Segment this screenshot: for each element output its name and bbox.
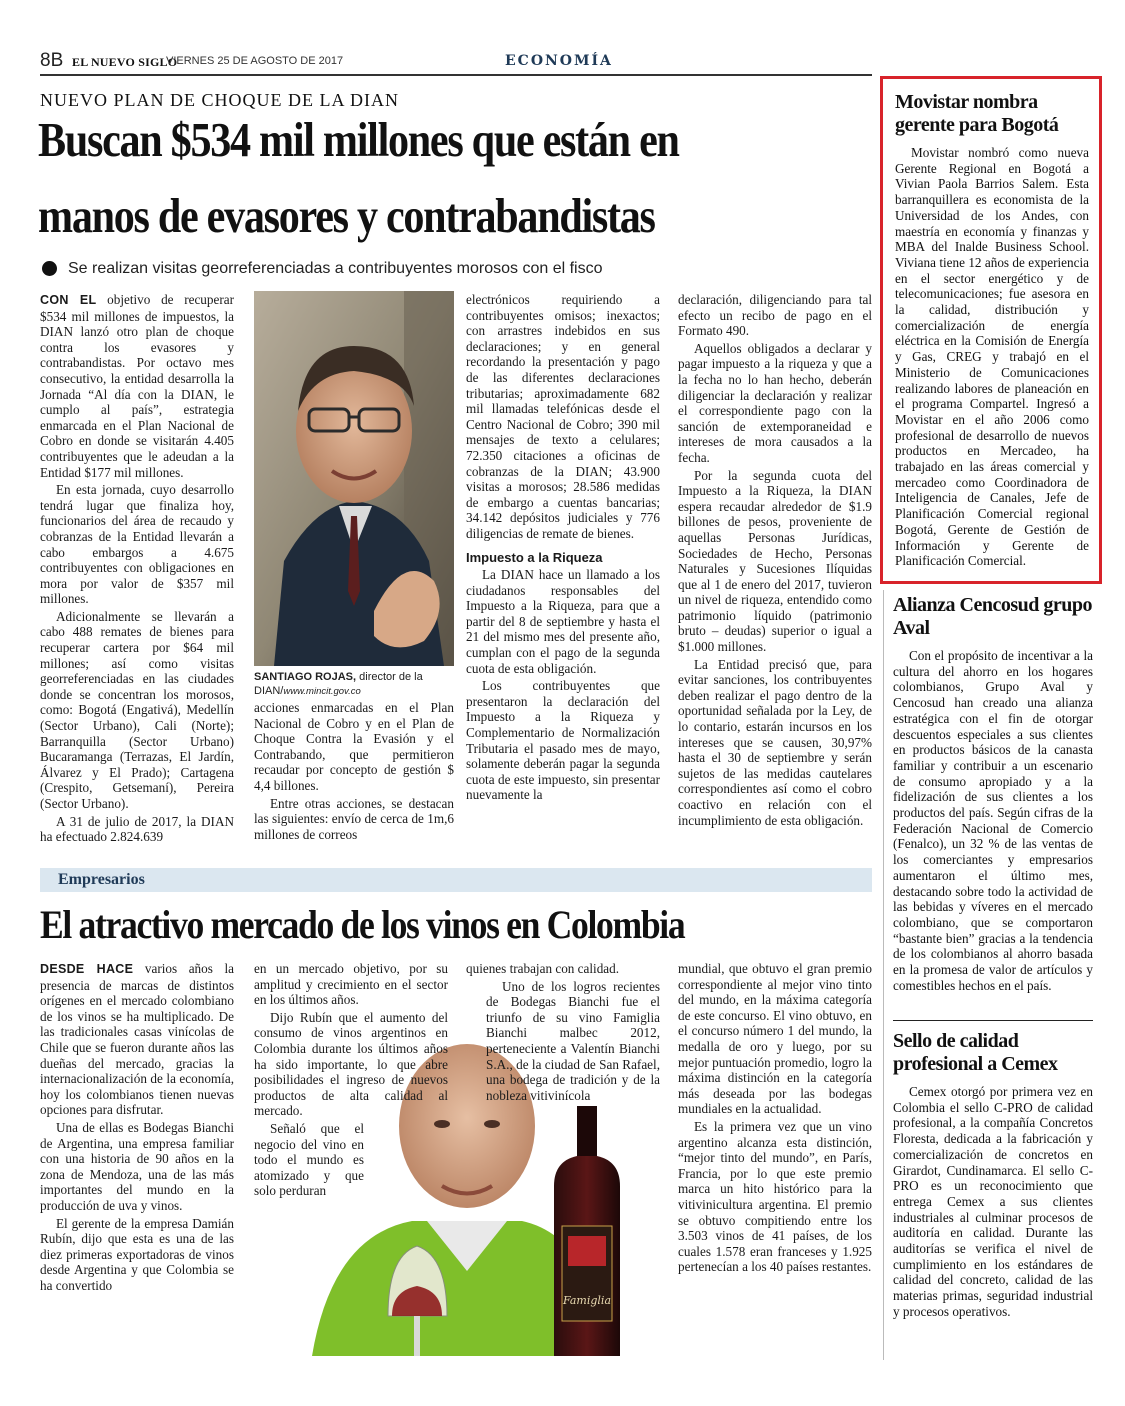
riqueza-subhead: Impuesto a la Riqueza (466, 549, 603, 565)
photo-caption (254, 670, 454, 699)
movistar-box (880, 76, 1102, 584)
wine-col3-p2: Uno de los logros recientes de Bodegas Bianchi fue el triunfo de su vino Famiglia Bianchi malbec 2012, perteneciente a Valentín Bianchi S.A., de la ciudad de San Rafael, una bodega de tradición y de la nobleza vitivinícola (486, 978, 660, 1103)
bullet-icon (42, 261, 57, 276)
main-col2-p1: acciones enmarcadas en el Plan Nacional de Cobro y en el Plan de Choque Contra la Evasión y el Contrabando, que permitieron recaudar por concepto de gestión $ 4,4 billones. (254, 700, 454, 793)
cemex-text (893, 1084, 1093, 1320)
main-column-4 (678, 292, 872, 852)
header-rule (40, 74, 872, 76)
page-header (40, 50, 860, 74)
main-col3-p1: electrónicos requiriendo a contribuyentes omisos; inexactos; con arrastres indebidos en sus declaraciones; y en general recordando la presentación y pago de las diferentes declaraciones tributarias; aproximadamente 682 mil llamadas telefónicas desde el Centro Nacional de Cobro; 390 mil mensajes de texto a celulares; 72.350 citaciones a oficinas de cobranzas de la DIAN; 43.900 visitas a morosos; 28.586 medidas de embargo a cuentas bancarias; 34.142 depósitos judiciales y 776 diligencias de remate de bienes. (466, 292, 660, 541)
page-number: 8B (40, 50, 64, 71)
main-col3-p2: La DIAN hace un llamado a los ciudadanos responsables del Impuesto a la Riqueza, para que a partir del 8 de septiembre y hasta el 21 del mismo mes del presente año, cumplan con el pago de la segunda cuota de esta obligación. (466, 567, 660, 676)
movistar-title: Movistar nombra gerente para Bogotá (895, 91, 1059, 136)
wine-column-2 (254, 961, 448, 1251)
caption-title: director de la (359, 671, 423, 683)
deck-text: Se realizan visitas georreferenciadas a contribuyentes morosos con el fisco (68, 260, 603, 277)
main-col3-p3: Los contribuyentes que presentaron la declaración del Impuesto a la Riqueza y Complementario de Normalización Tributaria el pasado mes de mayo, solamente deberán pagar la segunda cuota de este impuesto, sin presentar nuevamente la (466, 678, 660, 803)
main-col4-p3: Por la segunda cuota del Impuesto a la Riqueza, la DIAN espera recaudar alrededor de $1.9 billones de pesos, proveniente de aquellas Personas Jurídicas, Sociedades de Hecho, Personas Naturales y Sucesiones Ilíquidas que al 1 de enero del 2017, tuvieron un nivel de riqueza, entendido como patrimonio líquido (patrimonio bruto – deudas) superior o igual a $1.000 millones. (678, 467, 872, 655)
caption-name: SANTIAGO ROJAS, (254, 671, 357, 683)
main-col4-p2: Aquellos obligados a declarar y pagar impuesto a la riqueza y que a la fecha no lo han hecho, deberán diligenciar la declaración y realizar el correspondiente pago con la sanción de extemporaneidad e intereses de mora causados a la fecha. (678, 340, 872, 465)
main-col4-p1: declaración, diligenciando para tal efecto un recibo de pago en el Formato 490. (678, 292, 872, 339)
section-name: ECONOMÍA (505, 53, 613, 69)
cemex-title: Sello de calidad profesional a Cemex (893, 1030, 1058, 1075)
main-col1-p3: Adicionalmente se llevarán a cabo 488 remates de bienes para recuperar cartera por $64 mil millones; así como visitas georreferenciadas en las ciudades donde se concentran los morosos, como: Bogotá (Engativá), Medellín (Sector Urbano), Cali (Norte); Barranquilla (Sector Urbano) Bucaramanga (Terrazas, El Jardín, Álvarez y El Prado); Cartagena (Crespito, Getsemaní), Pereira (Sector Urbano). (40, 608, 234, 811)
cemex-paragraph: Cemex otorgó por primera vez en Colombia el sello C-PRO de calidad profesional, a la compañía Concretos Floresta, dedicada a la fabricación y comercialización de concretos en Girardot, Cundinamarca. El sello C-PRO es un reconocimiento que entrega Cemex a sus clientes industriales al culminar procesos de auditoría en calidad. Durante las auditorías se verifica el nivel de cumplimiento en los estándares de calidad del concreto, calidad de las materias primas, seguridad industrial y procesos operativos. (893, 1084, 1093, 1319)
main-col1-p2: En esta jornada, cuyo desarrollo tendrá lugar que finaliza hoy, funcionarios del área de recaudo y cobranzas de la Entidad llevarán a cabo embargos a 4.675 contribuyentes con obligaciones en mora por valor de $357 mil millones. (40, 482, 234, 607)
main-column-1 (40, 292, 234, 852)
wine-column-4 (678, 961, 872, 1356)
section-label: Empresarios (58, 871, 145, 888)
wine-dropcap: DESDE HACE (40, 962, 134, 976)
wine-col1-p3: El gerente de la empresa Damián Rubín, dijo que esta es una de las diez primeras exportadoras de vinos desde Argentina y que Colombia se ha convertido (40, 1215, 234, 1293)
alianza-article (893, 594, 1093, 1019)
wine-col1-p1: varios años la presencia de marcas de distintos orígenes en el mercado colombiano de los vinos se ha multiplicado. De las tradicionales casas vinícolas de Chile que se fueron durante años las dueñas del mercado, gracias la internacionalización de la economía, hoy los colombianos tienen nuevas opciones para disfrutar. (40, 961, 234, 1118)
main-deck (42, 260, 862, 280)
main-column-3 (466, 292, 660, 852)
main-col1-p4: A 31 de julio de 2017, la DIAN ha efectuado 2.824.639 (40, 813, 234, 845)
wine-col2-p2: Dijo Rubín que el aumento del consumo de vinos argentinos en Colombia durante los últimos años ha sido importante, lo que abre posibilidades el ingreso de nuevos productos de alta calidad al mercado. (254, 1009, 448, 1119)
movistar-paragraph: Movistar nombró como nueva Gerente Regional en Bogotá a Vivian Paola Barrios Salem. Esta barranquillera es economista de la Universidad de los Andes, con maestría en economía y finanzas y MBA del Inalde Business School. Viviana tiene 12 años de experiencia en el sector energético y de telecomunicaciones; fue asesora en la calidad, distribución y comercialización de energía eléctrica en la Comisión de Energía y Gas, CREG y trabajó en el Ministerio de Comunicaciones realizando labores de planeación en el programa Compartel. Ingresó a Movistar en el año 2006 como profesional de desarrollo de nuevos productos en Mercadeo, ha trabajado en las áreas comercial y mercadeo como Coordinadora de Inteligencia de Canales, Jefe de Planificación Comercial regional Bogotá, Gerente de Gestión de Información y Gerente de Planificación Comercial. (895, 145, 1089, 569)
alianza-title: Alianza Cencosud grupo Aval (893, 594, 1093, 639)
cemex-article (893, 1030, 1093, 1360)
sidebar-vertical-rule (883, 590, 884, 1360)
alianza-text (893, 648, 1093, 993)
wine-headline: El atractivo mercado de los vinos en Colombia (40, 902, 685, 947)
wine-col4-p2: Es la primera vez que un vino argentino alcanza esta distinción, “mejor tinto del mundo”, en París, Francia, por lo que este premio marca un hito histórico para la vitivinicultura argentina. El premio se obtuvo compitiendo entre los 3.503 vinos de 41 países, de los cuales 1.578 eran franceses y 1.925 pertenecían a los 40 países restantes. (678, 1118, 872, 1275)
caption-rest: DIAN/ (254, 685, 284, 697)
main-headline-line1: Buscan $534 mil millones que están en (38, 112, 679, 167)
main-dropcap: CON EL (40, 293, 97, 307)
wine-col2-p3: Señaló que el negocio del vino en todo el mundo es atomizado y que solo perduran (254, 1120, 364, 1199)
issue-date: VIERNES 25 DE AGOSTO DE 2017 (166, 55, 344, 67)
wine-col4-p1: mundial, que obtuvo el gran premio correspondiente al mejor vino tinto del mundo, en la máxima categoría de este concurso. El vino obtuvo, en el concurso número 1 del mundo, la medalla de oro y luego, por su mejor puntuación promedio, logro la máxima distinción en la categoría más deseada por las bodegas mundiales en la actualidad. (678, 961, 872, 1117)
wine-col1-p2: Una de ellas es Bodegas Bianchi de Argentina, una empresa familiar con una historia de 90 años en la zona de Mendoza, una de las más importantes del mundo en la producción de uva y vinos. (40, 1119, 234, 1213)
main-headline-line2: manos de evasores y contrabandistas (38, 188, 655, 243)
alianza-paragraph: Con el propósito de incentivar a la cultura del ahorro en los hogares colombianos, Grupo Aval y Cencosud han creado una alianza estratégica con el fin de otorgar descuentos especiales a sus clientes en productos básicos de la canasta familiar y contribuir a un escenario de consumo apropiado y a la fidelización de sus clientes a los productos del país. Según cifras de la Federación Nacional de Comercio (Fenalco), un 32 % de las ventas de los comerciantes y empresarios aumentaron el último mes, destacando sobre todo la actividad de las bebidas y víveres en el mercado colombiano, que se comportaron “bastante bien” gracias a la tendencia de los colombianos al ahorro basada en la promesa de valor de artículos y comestibles hechos en el país. (893, 648, 1093, 993)
main-col4-p4: La Entidad precisó que, para evitar sanciones, los contribuyentes deben realizar el pago dentro de la oportunidad señalada por la Ley, de lo contario, estarán incursos en los intereses que se causen, 30,97% hasta el 30 de septiembre y serán sujetos de las medidas cautelares correspondientes así como el cobro coactivo en relación con el incumplimiento de esta obligación. (678, 656, 872, 828)
wine-column-1 (40, 961, 234, 1356)
sidebar-divider (893, 1020, 1093, 1021)
santiago-rojas-photo (254, 291, 454, 666)
wine-col3-p1: quienes trabajan con calidad. (466, 961, 620, 976)
movistar-text (895, 145, 1089, 569)
bottle-label-text: Famiglia (562, 1294, 612, 1307)
wine-col2-p1: en un mercado objetivo, por su amplitud y crecimiento en el sector en los últimos años. (254, 961, 448, 1008)
caption-credit: www.mincit.gov.co (283, 686, 361, 697)
paper-name: EL NUEVO SIGLO (72, 55, 178, 69)
main-col1-p1: objetivo de recuperar $534 mil millones de impuestos, la DIAN lanzó otro plan de choque contra los evasores y contrabandistas. Por octavo mes consecutivo, la entidad desarrolla la Jornada “Al día con la DIAN, le cumplo al país”, estrategia enmarcada en el Plan Nacional de Cobro en donde se visitarán 4.405 contribuyentes que le adeudan a la Entidad $177 mil millones. (40, 292, 234, 480)
main-kicker: NUEVO PLAN DE CHOQUE DE LA DIAN (40, 90, 399, 110)
portrait-illustration (254, 291, 454, 666)
main-column-2 (254, 700, 454, 852)
section-band (40, 868, 872, 892)
wine-column-3 (466, 961, 660, 1141)
main-col2-p2: Entre otras acciones, se destacan las siguientes: envío de cerca de 1m,6 millones de correos (254, 795, 454, 842)
